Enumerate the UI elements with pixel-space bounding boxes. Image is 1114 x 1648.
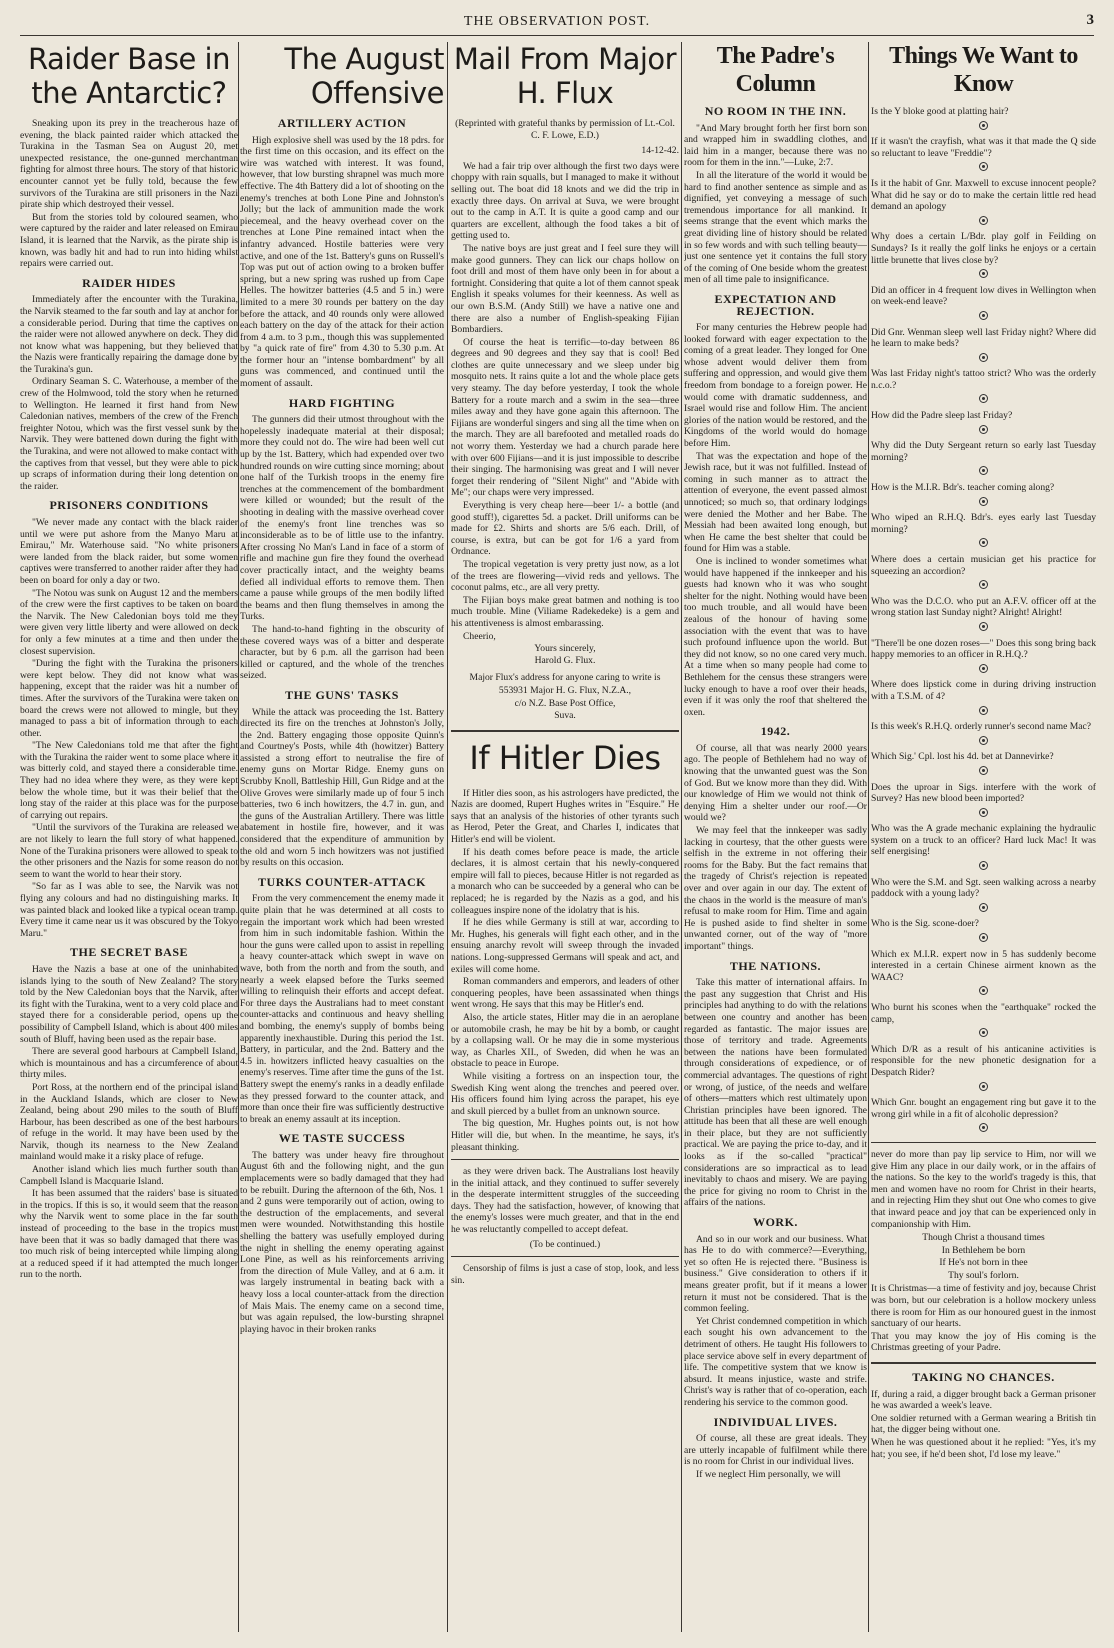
masthead <box>20 10 1094 36</box>
signature: Harold G. Flux. <box>534 654 596 666</box>
article-padres-column <box>684 42 867 1636</box>
taking-paragraphs <box>871 1389 1096 1461</box>
section-divider <box>871 1142 1096 1143</box>
question-item: Is this week's R.H.Q. orderly runner's second name Mac? <box>871 721 1092 733</box>
paragraph: We may feel that the innkeeper was sadly lacking in courtesy, that the other guests were selfish in the extreme in not offering their rooms for the Baby. But the fact remains that the tragedy of Christ's rejection is repeated over and over again in our day. The extent of the chaos in the world is the measure of man's refusal to make room for Him. Time and again He is pushed aside to find shelter in some unwanted corner, out of the way of "more important" things. <box>684 825 867 952</box>
paragraph: It is Christmas—a time of festivity and joy, because Christ was born, but our celebration is a hollow mockery unless there is room for Him as our honoured guest in the inmost sanctuary of our hearts. <box>871 1283 1096 1330</box>
bullet-separator-icon <box>871 1123 1096 1136</box>
paragraph: While visiting a fortress on an inspection tour, the Swedish King went along the trenches and peered over. His officers found him lying across the parapet, his eye and skull pierced by a bullet from an unknown source. <box>451 1070 679 1117</box>
paragraph: That was the expectation and hope of the Jewish race, but it was not fulfilled. Instead of coming in such manner as to attract the attention of everyone, the event passed almost unnoticed; so much so, that ordinary lodgings were denied the Mother and her Babe. The Messiah had been awaited long enough, but when He came the best shelter that could be found for Him was a stable. <box>684 450 867 555</box>
dateline: 14-12-42. <box>641 145 679 157</box>
paragraph: The Fijian boys make great batmen and nothing is too much trouble. Mine (Viliame Radekedeke) is a gem and his attentiveness is almost embarassing. <box>451 594 679 629</box>
bullet-separator-icon <box>871 538 1096 551</box>
work-paragraphs <box>684 1234 867 1409</box>
bullet-separator-icon <box>871 736 1096 749</box>
paragraph: We had a fair trip over although the first two days were choppy with rain squalls, but I managed to make it without selling out. The boat did 18 knots and we did the trip in exactly three days. On arrival at Suva, we were brought out to the camp in A.T. It is quite a good camp and our quarters are excellent, although the food takes a bit of getting used to. <box>451 160 679 242</box>
question-item: Which Gnr. bought an engagement ring but gave it to the wrong girl while in a fit of alcoholic depression? <box>871 1097 1096 1120</box>
subhead-no-room: NO ROOM IN THE INN. <box>704 104 847 118</box>
article-raider-base <box>20 42 238 1636</box>
column-rule <box>868 42 869 1632</box>
paragraph: If Hitler dies soon, as his astrologers have predicted, the Nazis are doomed, Rupert Hughes writes in "Esquire." He says that an analysis of the histories of other tyrants such as Herod, Peter the Great, and Charles I, indicates that Hitler's end will be violent. <box>451 787 679 846</box>
turks-paragraphs <box>240 893 444 1125</box>
bullet-separator-icon <box>871 766 1096 779</box>
paragraph: 553931 Major H. G. Flux, N.Z.A., <box>498 684 632 696</box>
prisoners-paragraphs <box>20 517 238 939</box>
paragraph: Major Flux's address for anyone caring to write is <box>469 672 661 684</box>
paragraph: If we neglect Him personally, we will <box>696 1468 841 1480</box>
article-things-we-want-to-know <box>871 42 1096 1636</box>
headline-things-we-want-to-know: Things We Want to Know <box>889 43 1078 97</box>
headline-if-hitler-dies: If Hitler Dies <box>469 738 661 777</box>
subhead-work: WORK. <box>753 1215 798 1230</box>
padre-end-paragraphs <box>871 1283 1096 1354</box>
paragraph: Everything is very cheap here—beer 1/- a bottle (and good stuff!), cigarettes 5d. a packet. Drill uniforms can be made for £2. Shirts and shorts are 5/6 each. Drill, of course, is extra, but can be got for 1/6 a yard from Ordnance. <box>451 500 679 558</box>
question-item: Who were the S.M. and Sgt. seen walking across a nearby paddock with a young lady? <box>871 876 1096 900</box>
paragraph: If He's not born in thee <box>939 1257 1028 1269</box>
question-item: Which Sig.' Cpl. lost his 4d. bet at Dannevirke? <box>871 751 1054 763</box>
column-rule <box>447 42 448 1632</box>
paragraph: "The New Caledonians told me that after the fight with the Turakina the raider went to some place where it was bitterly cold, and stayed there a considerable time. They had no idea where they were, as they were kept below the whole time, but it was their belief that the long stay of the raider at this place was for the purpose of carrying out repairs. <box>20 740 238 821</box>
paragraph: Cheerio, <box>463 630 496 642</box>
article-august-offensive <box>240 42 444 1636</box>
section-divider <box>451 1159 679 1160</box>
bullet-separator-icon <box>871 986 1096 999</box>
bullet-separator-icon <box>871 121 1096 134</box>
paragraph: Port Ross, at the northern end of the principal island in the Auckland Islands, which are closer to New Zealand, being about 290 miles to the south of Bluff Harbour, has been described as one of the best harbours of refuge in the world. It may have been used by the Narvik, though its nearness to the New Zealand mainland would make it a risky place of refuge. <box>20 1081 238 1163</box>
headline-mail-from-flux: Mail From Major H. Flux <box>453 42 677 110</box>
question-item: "There'll be one dozen roses—" Does this song bring back happy memories to an officer in R.H.Q.? <box>871 637 1096 661</box>
paragraph: Of course, all these are great ideals. They are utterly incapable of fulfilment while there is no room for Christ in our individual lives. <box>684 1433 867 1468</box>
paragraph: Of course, all that was nearly 2000 years ago. The people of Bethlehem had no way of knowing that the unwanted guest was the Son of God. But we know more than they did. With our knowledge of Him we would not think of denying Him a shelter under our roof.—Or would we? <box>684 742 867 824</box>
paragraph: Yet Christ condemned competition in which each sought his own advancement to the detriment of others. He taught His followers to place service above self in every department of life. The competitive system that we know is absurd. It means injustice, waste and strife. Christ's way is rather that of co-operation, each rendering his service to the common good. <box>684 1315 867 1408</box>
continued-paragraphs <box>451 1166 679 1236</box>
paragraph: "We never made any contact with the black raider until we were put ashore from the Manyo Maru at Emirau," Mr. Waterhouse said. "No white prisoners were landed from the black raider, but some women captives were transferred to another raider after they had been on board for only a day or two. <box>20 517 238 586</box>
subhead-taking-no-chances: TAKING NO CHANCES. <box>912 1370 1055 1385</box>
letter-paragraphs <box>451 161 679 642</box>
paragraph: Roman commanders and emperors, and leaders of other conquering peoples, have been assassinated when things went wrong. He says that this may be Hitler's end. <box>451 976 679 1011</box>
question-item: Which ex M.I.R. expert now in 5 has suddenly become interested in a certain Chinese airment known as the WAAC? <box>871 948 1096 983</box>
bullet-separator-icon <box>871 1028 1096 1041</box>
paragraph: Immediately after the encounter with the Turakina, the Narvik steamed to the far south and lay at anchor for a considerable period. During that time the captives on the raider were not allowed anywhere on deck. They did not know what was happening, but they believed that the Nazis were frantically repairing the damage done by the Turakina's gun. <box>20 294 238 375</box>
subhead-turks-counter-attack: TURKS COUNTER-ATTACK <box>258 874 426 889</box>
page-number: 3 <box>1086 12 1094 28</box>
bullet-separator-icon <box>871 162 1096 175</box>
nations-paragraphs <box>684 977 867 1209</box>
to-be-continued: (To be continued.) <box>529 1238 601 1250</box>
individual-paragraphs <box>684 1433 867 1480</box>
column-rule <box>681 42 682 1632</box>
subhead-individual-lives: INDIVIDUAL LIVES. <box>713 1414 838 1429</box>
expectation-paragraphs <box>684 322 867 718</box>
subhead-raider-hides: RAIDER HIDES <box>82 275 176 290</box>
bullet-separator-icon <box>871 903 1096 916</box>
paragraph: as they were driven back. The Australians lost heavily in the initial attack, and they continued to suffer severely in the desperate intermittent struggles of the succeeding days. They had the satisfaction, however, of knowing that the enemy's losses were much greater, and that in the end he was reluctantly compelled to accept defeat. <box>451 1166 679 1236</box>
paragraph: When he was questioned about it he replied: "Yes, it's my hat; you see, if he'd been shot, I'd lose my leave." <box>871 1437 1096 1460</box>
bullet-separator-icon <box>871 622 1096 635</box>
paragraph: c/o N.Z. Base Post Office, <box>514 697 616 709</box>
subhead-1942: 1942. <box>760 724 791 739</box>
paragraph: That you may know the joy of His coming is the Christmas greeting of your Padre. <box>871 1330 1096 1354</box>
bullet-separator-icon <box>871 497 1096 510</box>
paragraph: Thy soul's forlorn. <box>948 1269 1019 1281</box>
bullet-separator-icon <box>871 933 1096 946</box>
paragraph: In all the literature of the world it would be hard to find another sentence as simple and as dignified, yet conveying a message of such tremendous importance for all mankind. It seems strange that the event which marks the great dividing line of history should be related in so few words and with such telling beauty—just one sentence yet it contains the full story of the coming of One beside whom the greatest men of all time pale to insignificance. <box>684 169 867 286</box>
paragraph: The hand-to-hand fighting in the obscurity of these covered ways was of a bitter and desperate character, but by 6 p.m. all the garrison had been killed or captured, and the whole of the trenches seized. <box>240 623 444 682</box>
paragraph: If, during a raid, a digger brought back a German prisoner he was awarded a week's leave. <box>871 1388 1096 1412</box>
question-item: Was last Friday night's tattoo strict? Who was the orderly n.c.o.? <box>871 368 1096 391</box>
article-mail-from-flux <box>451 42 679 1636</box>
subhead-artillery-action: ARTILLERY ACTION <box>277 116 407 130</box>
paragraph: For many centuries the Hebrew people had looked forward with eager expectation to the coming of a great leader. They longed for One whose advent would deliver them from suffering and oppression, and would give them freedom from bondage to a foreign power. He would come with dramatic suddenness, and Israel would rise and follow Him. The ancient glories of the nation would be restored, and the Kingdoms of the world would do homage before Him. <box>684 322 867 450</box>
bullet-separator-icon <box>871 269 1096 282</box>
question-item: Why did the Duty Sergeant return so early last Tuesday morning? <box>871 440 1096 463</box>
raider-hides-paragraphs <box>20 294 238 492</box>
question-item: Which D/R as a result of his anticanine activities is responsible for the new phonetic designation for a Despatch Rider? <box>871 1043 1096 1078</box>
signoff: Yours sincerely, <box>534 643 596 655</box>
question-item: Who is the Sig. scone-doer? <box>871 918 979 930</box>
hard-fighting-paragraphs <box>240 414 444 682</box>
paragraph: If he dies while Germany is still at war, according to Mr. Hughes, his generals will fight each other, and in the ensuing anarchy revolt will sweep through the invaded nations. Long-suppressed Germans will speak and act, and exiles will come home. <box>451 917 679 975</box>
no-room-paragraphs <box>684 123 867 286</box>
paragraph: One soldier returned with a German wearing a British tin hat, the digger being without one. <box>871 1412 1096 1436</box>
paragraph: The gunners did their utmost throughout with the hopelessly inadequate material at their disposal; more they could not do. The wire had been well cut up by the 1st. Battery, which had expended over two hundred rounds on wire cutting since morning; about one half of the Turkish troops in the enemy fire trenches at the commencement of the bombardment were killed or wounded; but the result of the shooting in dealing with the massive overhead cover of the enemy's front line trenches was so inconsiderable as to be of little use to the infantry. After crossing No Man's Land in face of a storm of rifle and machine gun fire they found the overhead cover practically intact, and the weighty beams defied all individual efforts to remove them. Then came a pause while groups of the men bodily lifted the beams and then flung themselves in among the Turks. <box>240 414 444 623</box>
paragraph: The big question, Mr. Hughes points out, is not how Hitler will die, but when. In the meantime, he says, it's pleasant thinking. <box>451 1118 679 1153</box>
byline: (Reprinted with grateful thanks by permission of Lt.-Col. C. F. Lowe, E.D.) <box>455 118 675 141</box>
bullet-separator-icon <box>871 466 1096 479</box>
bullet-separator-icon <box>871 216 1096 229</box>
paragraph: It has been assumed that the raiders' base is situated in the tropics. If this is so, it would seem that the reason why the Narvik went to some place in the far south instead of proceeding to the base in the tropics must have been that it was so badly damaged that there was too much risk of being intercepted while limping along at a reduced speed if it had attempted the much longer run to the north. <box>20 1188 238 1281</box>
subhead-secret-base: THE SECRET BASE <box>70 945 188 960</box>
question-item: Where does lipstick come in during driving instruction with a T.S.M. of 4? <box>871 679 1096 702</box>
section-divider <box>871 1362 1096 1364</box>
hitler-paragraphs <box>451 788 679 1153</box>
y1942-paragraphs <box>684 743 867 953</box>
question-item: How is the M.I.R. Bdr's. teacher coming along? <box>871 482 1055 494</box>
question-item: Where does a certain musician get his practice for squeezing an accordion? <box>871 554 1096 577</box>
subhead-guns-tasks: THE GUNS' TASKS <box>285 687 399 702</box>
section-divider <box>451 730 679 732</box>
paragraph: Sneaking upon its prey in the treacherous haze of evening, the black painted raider which attacked the Turakina in the Tasman Sea on August 20, met unexpected resistance, the one-gunned merchantman fighting for almost three hours. The story of that historic encounter cannot yet be fully told, because the few survivors of the Turakina are still prisoners in the Nazi pirate ship which destroyed their vessel. <box>20 118 238 211</box>
headline-padres-column: The Padre's Column <box>716 43 835 97</box>
paragraph: "During the fight with the Turakina the prisoners were kept below. They did not know what was happening, except that the raider was hit a number of times. After the survivors of the Turakina were taken on board the crews were not allowed to mingle, but they managed to pass a bit of information through to each other. <box>20 658 238 739</box>
paragraph: "Until the survivors of the Turakina are released we are not likely to learn the full story of what happened. None of the Turakina prisoners were allowed to speak to the other prisoners and the Nazis for some reason do not seem to want the world to hear their story. <box>20 822 238 880</box>
subhead-prisoners: PRISONERS CONDITIONS <box>49 498 209 513</box>
bullet-separator-icon <box>871 353 1096 366</box>
paragraph: Ordinary Seaman S. C. Waterhouse, a member of the crew of the Holmwood, told the story when he returned to Wellington. He learned it first hand from New Caledonian natives, members of the crew of the French freighter Notou, which was the first vessel sunk by the Narvik. They were battened down during the fight with the Turakina, and were not allowed to make contact with the captives from that vessel, but they were able to pick up scraps of information during their long detention on the raider. <box>20 376 238 492</box>
paragraph: One is inclined to wonder sometimes what would have happened if the innkeeper and his guests had known who it was who sought shelter for the night. Nothing would have been too much trouble, and all would have been zealous of the honour of having some association with the event that was to have such profound influence upon the world. But they did not know, so no one cared very much. At a time when so many people had come to Bethlehem for the census these strangers were lucky enough to have a roof over their heads, even if it was only the roof that sheltered the oxen. <box>684 555 867 718</box>
bullet-separator-icon <box>871 311 1096 324</box>
bullet-separator-icon <box>871 808 1096 821</box>
paragraph: "So far as I was able to see, the Narvik was not flying any colours and had no distinguishing marks. It was painted black and looked like a typical ocean tramp. Every time it came near us it was obscured by the Tokyo Maru." <box>20 881 238 939</box>
bullet-separator-icon <box>871 664 1096 677</box>
paragraph: Though Christ a thousand times <box>922 1232 1045 1244</box>
bullet-separator-icon <box>871 425 1096 438</box>
headline-raider-base: Raider Base in the Antarctic? <box>27 42 230 110</box>
subhead-nations: THE NATIONS. <box>729 958 822 973</box>
paragraph: Take this matter of international affairs. In the past any suggestion that Christ and His principles had anything to do with the relations between one country and another has been regarded as fantastic. The major issues are those of territory and trade. Agreements between the nations have been formulated through considerations of expedience, or of commercial advantages. The questions of right or wrong, of justice, of the needs and welfare of others—matters which rest ultimately upon Christian principles have been ignored. The attitude has been that all these are well enough in their place, but they are not sufficiently practical. We are paying the price to-day, and it looks as if the so-called "practical" considerations are so impractical as to lead inevitably to chaos and misery. We are paying the price for giving no room to Christ in the affairs of the nations. <box>684 977 867 1209</box>
subhead-expectation: EXPECTATION AND REJECTION. <box>714 291 837 318</box>
guns-tasks-paragraphs <box>240 707 444 869</box>
bullet-separator-icon <box>871 580 1096 593</box>
bullet-separator-icon <box>871 394 1096 407</box>
paragraph: Of course the heat is terrific—to-day between 86 degrees and 90 degrees and they say that is cool! Bed clothes are quite unnecessary and we sleep under big mosquito nets. It rains quite a lot and the whole place gets very steamy. The day before yesterday, I took the whole Battery for a route march and a swim in the sea—three miles away and they have gone again this afternoon. The Fijians are wonderful singers and sing all the time when on the march. They are all barefooted and metalled roads do not worry them. Yesterday we had a church parade here with over 600 Fijians—and it is just impossible to describe their singing. The harmonising was great and I will never forget their rendering of "Silent Night" and "Abide with Me"; our chaps were very impressed. <box>451 336 679 499</box>
question-item: Did an officer in 4 frequent low dives in Wellington when on week-end leave? <box>871 284 1096 308</box>
headline-august-offensive: The August Offensive <box>284 42 444 110</box>
column-rule <box>238 42 239 1632</box>
address-block <box>451 672 679 721</box>
paragraph: never do more than pay lip service to Him, nor will we give Him any place in our daily work, or in the affairs of the nations. So the key to the world's tragedy is this, that men and women have no room for Christ in their hearts, and in rejecting Him they shut out One who comes to give that inward peace and joy that can be experienced only in companionship with Him. <box>871 1148 1096 1230</box>
paragraph: There are several good harbours at Campbell Island, which is mountainous and has a circumference of about thirty miles. <box>20 1046 238 1081</box>
paragraph: "And Mary brought forth her first born son and wrapped him in swaddling clothes, and laid him in a manger, because there was no room for them in the inn."—Luke, 2:7. <box>684 122 867 169</box>
paragraph: Also, the article states, Hitler may die in an aeroplane or automobile crash, he may be hit by a bomb, or caught by a collapsing wall. Or he may die in some mysterious way, as Charles XII., of Sweden, did when he was an obstacle to peace in Europe. <box>451 1011 679 1070</box>
paragraph: From the very commencement the enemy made it quite plain that he was determined at all costs to regain the important work which had been wrested from him in such indomitable fashion. Within the hour the guns were called upon to assist in repelling a heavy counter-attack which swept in wave on wave, both from the north and from the south, and nearly a week elapsed before the Turks seemed willing to relinquish their efforts and accept defeat. For three days the Australians had to meet constant counter-attacks and continuous and heavy shelling and bombing, the enemy's supply of bombs being apparently inexhaustible. During this period the 1st. Battery, in particular, and the 2nd. Battery and the 4.5 in. howitzers inflicted heavy casualties on the enemy's reserves. Time after time the guns of the 1st. Battery swept the enemy's ranks in a deadly enfilade as they pressed forward to the counter attack, and more than once their fire was sufficiently destructive to break an enemy assault at its inception. <box>240 893 444 1125</box>
newspaper-title: THE OBSERVATION POST. <box>463 14 651 29</box>
bullet-separator-icon <box>871 706 1096 719</box>
paragraph: In Bethlehem be born <box>941 1244 1026 1256</box>
paragraph: Suva. <box>554 710 576 722</box>
bullet-separator-icon <box>871 861 1096 874</box>
question-item: Who burnt his scones when the "earthquake" rocked the camp, <box>871 1002 1096 1025</box>
questions-list <box>871 106 1096 1136</box>
censorship-filler: Censorship of films is just a case of stop, look, and less sin. <box>451 1263 679 1286</box>
paragraph: "The Notou was sunk on August 12 and the members of the crew were the first captives to be taken on board the Narvik. The New Caledonian boys told me they were given very little liberty and were allowed on deck for only a few minutes at a time and then under the closest supervision. <box>20 587 238 657</box>
paragraph: Have the Nazis a base at one of the uninhabited islands lying to the south of New Zealand? The story told by the New Caledonian boys that the Narvik, after its fight with the Turakina, went to a very cold place and stayed there for a considerable period, opens up the possibility of Campbell Island, which is about 400 miles south of Bluff, having been used as the repair base. <box>20 963 238 1045</box>
question-item: Is it the habit of Gnr. Maxwell to excuse innocent people? What did he say or do to make the certain little red head demand an apology <box>871 177 1096 213</box>
secret-base-paragraphs <box>20 964 238 1281</box>
question-item: Who wiped an R.H.Q. Bdr's. eyes early last Tuesday morning? <box>871 512 1096 535</box>
artillery-paragraphs <box>240 135 444 390</box>
paragraph: The tropical vegetation is very pretty just now, as a lot of the trees are flowering—vivid reds and yellows. The coconut palms, etc., are all very pretty. <box>451 558 679 594</box>
question-item: Is the Y bloke good at platting hair? <box>871 106 1009 117</box>
question-item: Who was the A grade mechanic explaining the hydraulic system on a truck to an officer? Hard luck Mac! It was self energising! <box>871 823 1096 858</box>
paragraph: While the attack was proceeding the 1st. Battery directed its fire on the trenches at Johnston's Jolly, the 2nd. Battery engaging those opposite Quinn's and Courtney's Posts, while 4th (howitzer) Battery assisted a strong effort to neutralise the fire of enemy guns on Mortar Ridge. Enemy guns on Scrubby Knoll, Battleship Hill, Gun Ridge and at the Olive Groves were similarly made up of four 5 inch batteries, two 6 inch howitzers, the 4.7 in. gun, and the guns of the Australian Artillery. There was little abatement in hostile fire, however, and it was considered that the expenditure of ammunition by the old and worn 5 inch howitzers was not justified by results on this occasion. <box>240 706 444 869</box>
intro-paragraphs <box>20 118 238 270</box>
question-item: Why does a certain L/Bdr. play golf in Feilding on Sundays? Is it really the golf links he enjoys or a certain little brunette that lives close by? <box>871 231 1096 266</box>
bullet-separator-icon <box>871 1082 1096 1095</box>
subhead-hard-fighting: HARD FIGHTING <box>288 395 396 410</box>
padre-continued-paragraphs <box>871 1149 1096 1230</box>
we-taste-paragraphs <box>240 1150 444 1336</box>
question-item: Did Gnr. Wenman sleep well last Friday night? Where did he learn to make beds? <box>871 326 1096 350</box>
question-item: Who was the D.C.O. who put an A.F.V. officer off at the wrong station last Sunday night? Alright! Alright! <box>871 595 1096 619</box>
paragraph: But from the stories told by coloured seamen, who were captured by the raider and later released on Emirau Island, it is learned that the Narvik, as the pirate ship is known, was badly hit and had to run into hiding whilst repairs were carried out. <box>20 211 238 270</box>
section-divider <box>451 1256 679 1257</box>
paragraph: The native boys are just great and I feel sure they will make good gunners. They can lick our chaps hollow on foot drill and most of them have only been in for about a fortnight. Considering that quite a lot of them cannot speak English it speaks volumes for their keenness. As well as our own B.S.M. (Andy Still) we have a native one and there are also a number of English-speaking Fijian Bombardiers. <box>451 242 679 336</box>
paragraph: Another island which lies much further south than Campbell Island is Macquarie Island. <box>20 1164 238 1187</box>
question-item: If it wasn't the crayfish, what was it that made the Q side so reluctant to leave "Freddie"? <box>871 136 1096 159</box>
paragraph: If his death comes before peace is made, the article declares, it is almost certain that his newly-conquered empire will fall to pieces, because Hitler is not regarded as a monarch who can be succeeded by a general who can be replaced; he is regarded by the Nazis as a god, and his colleagues inspire none of the idolatry that is his. <box>451 846 679 916</box>
question-item: Does the uproar in Sigs. interfere with the work of Survey? Has new blood been imported? <box>871 781 1096 805</box>
poem <box>871 1232 1096 1281</box>
paragraph: And so in our work and our business. What has He to do with commerce?—Everything, yet so often He is rejected there. "Business is business." Give consideration to others if it means greater profit, but if it means a lower return it must not be considered. That is the common feeling. <box>684 1233 867 1315</box>
paragraph: High explosive shell was used by the 18 pdrs. for the first time on this occasion, and its effect on the wire was watched with interest. It was found, however, that low bursting shrapnel was much more effective. The 4th Battery did a lot of shooting on the enemy's trenches at both Lone Pine and Johnston's Jolly; but the lack of ammunition made the work piecemeal, and the heavy overhead cover on the trenches at Lone Pine remained intact when the infantry advanced. Hostile batteries were very active, and one of the 1st. Battery's guns on Russell's Top was put out of action owing to a broken buffer spring, but a new spring was rushed up from Cape Helles. The howitzer batteries (4.5 and 5 in.) were limited to a mere 30 rounds per battery on the day before the attack, and 40 rounds only were allowed each battery on the day of the attack for their action from 4 a.m. to 3 p.m., though this was supplemented by "a quick rate of fire" from 4.30 to 5.30 p.m. At the former hour an "intense bombardment" by all guns was commenced, and continued until the moment of assault. <box>240 134 444 390</box>
subhead-we-taste-success: WE TASTE SUCCESS <box>278 1131 406 1146</box>
paragraph: The battery was under heavy fire throughout August 6th and the following night, and the gun emplacements were so badly damaged that they had to be rebuilt. During the afternoon of the 6th, Nos. 1 and 2 guns were temporarily out of action, owing to the destruction of the emplacements, and several men were wounded. Notwithstanding this hostile shelling the battery was usefully employed during the night in shelling the enemy operating against Lone Pine, as well as his reinforcements arriving from the direction of Mule Valley, and at 6 a.m. it was largely instrumental in beating back with a heavy loss a local counter-attack from the direction of Mais Mais. The enemy came on a second time, but was again repulsed, the low-bursting shrapnel playing havoc in their broken ranks <box>240 1149 444 1335</box>
question-item: How did the Padre sleep last Friday? <box>871 410 1013 422</box>
